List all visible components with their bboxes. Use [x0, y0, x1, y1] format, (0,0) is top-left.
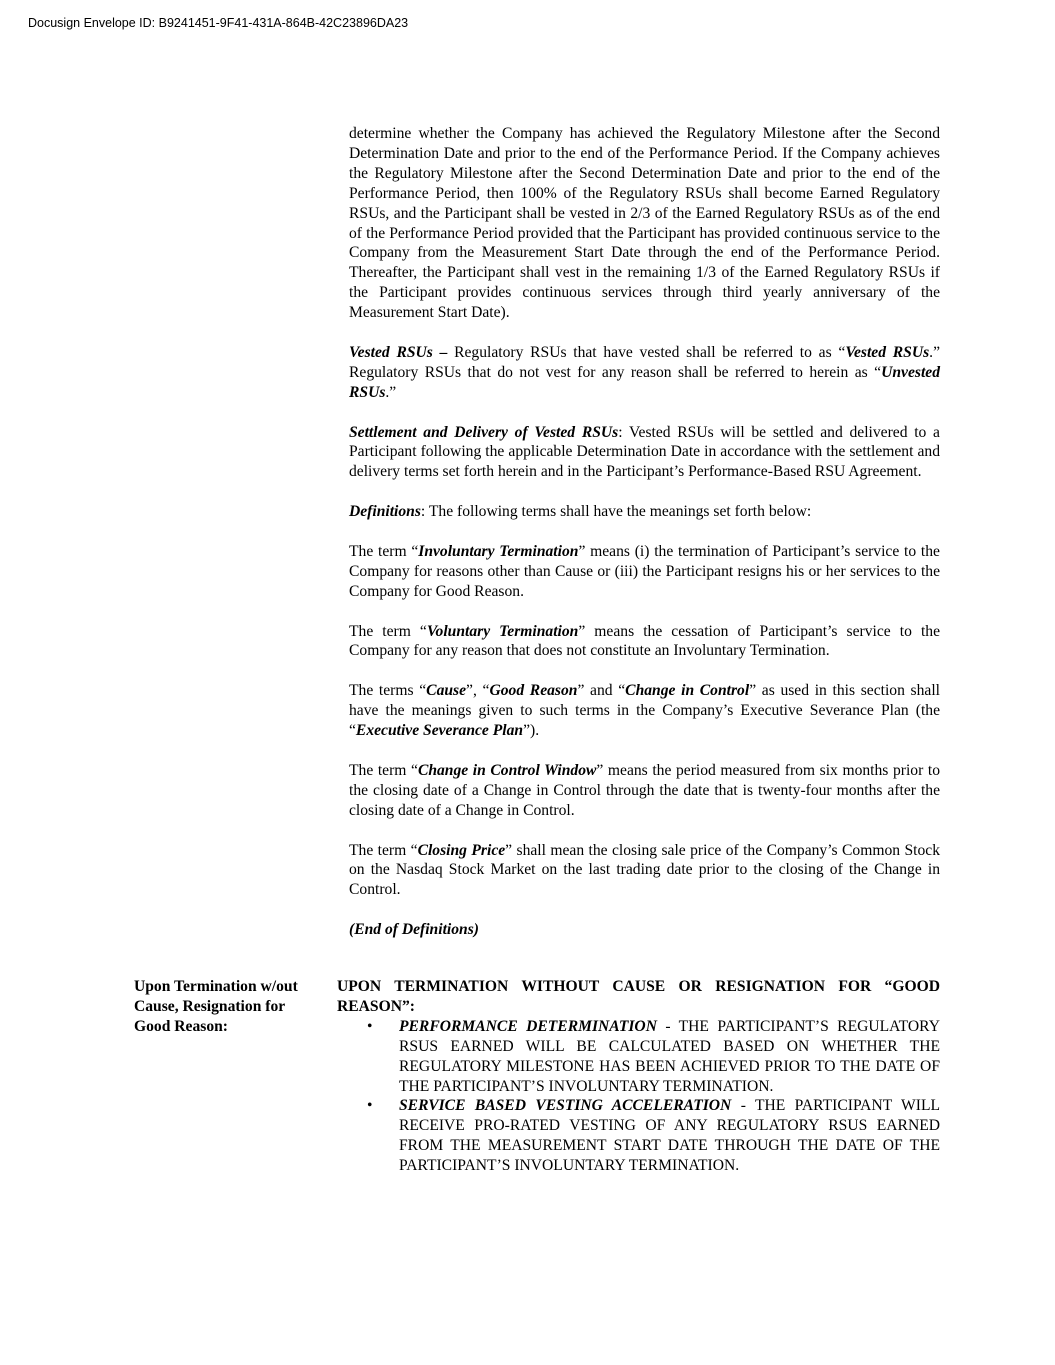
closing-text-2: ” shall mean the closing sale price of the Company’s Common Stock on the Nasdaq Stock Market on the last trading date prior to the closing of the Change in Control.: [349, 841, 940, 899]
cause-text-2: ”, “: [466, 682, 490, 700]
service-vesting-text: - THE PARTICIPANT WILL RECEIVE PRO-RATED VESTING OF ANY REGULATORY RSUS EARNED FROM THE MEASUREMENT START DATE THROUGH THE DATE OF THE PARTICIPANT’S INVOLUNTARY TERMINATION.: [399, 1097, 941, 1175]
cause-text-5: ”).: [523, 722, 540, 740]
closing-price-term: Closing Price: [417, 841, 506, 859]
paragraph-voluntary-termination: [349, 622, 940, 662]
involuntary-term: Involuntary Termination: [418, 542, 579, 560]
vested-term: Vested RSUs: [845, 343, 930, 361]
envelope-id: Docusign Envelope ID: B9241451-9F41-431A-864B-42C23896DA23: [28, 16, 409, 30]
involuntary-text-2: ” means (i) the termination of Participant’s service to the Company for reasons other than Cause or (iii) the Participant resigns his or her services to the Company for Good Reason.: [349, 542, 940, 600]
voluntary-text-1: The term “: [349, 622, 427, 640]
closing-text-1: The term “: [349, 841, 418, 859]
paragraph-definitions: [349, 502, 940, 522]
paragraph-closing-price: [349, 841, 940, 901]
voluntary-term: Voluntary Termination: [426, 622, 579, 640]
termination-bullet-list: [337, 1017, 940, 1176]
list-item: [337, 1096, 940, 1176]
settlement-title: Settlement and Delivery of Vested RSUs: [349, 423, 619, 441]
list-item: [337, 1017, 940, 1097]
document-body: [349, 124, 940, 960]
termination-section: [337, 977, 940, 1176]
cause-text-3: ” and “: [577, 682, 626, 700]
window-text-2: ” means the period measured from six months prior to the closing date of a Change in Control through the date that is twenty-four months after the closing date of a Change in Control.: [349, 761, 940, 819]
paragraph-performance-continuation: determine whether the Company has achieved the Regulatory Milestone after the Second Determination Date and prior to the end of the Performance Period. If the Company achieves the Regulatory Milestone after the Second Determination Date and prior to the end of the Performance Period, then 100% of the Regulatory RSUs shall become Earned Regulatory RSUs, and the Participant shall be vested in 2/3 of the Earned Regulatory RSUs as of the end of the Performance Period provided that the Participant has provided continuous service to the Company from the Measurement Start Date through the end of the Performance Period. Thereafter, the Participant shall vest in the remaining 1/3 of the Earned Regulatory RSUs if the Participant provides continuous services through third yearly anniversary of the Measurement Start Date).: [349, 125, 940, 322]
executive-severance-plan-term: Executive Severance Plan: [355, 722, 524, 740]
paragraph-involuntary-termination: [349, 542, 940, 602]
bullet-icon: •: [367, 1097, 373, 1115]
paragraph-cause-good-reason: [349, 681, 940, 741]
vested-text-1: Regulatory RSUs that have vested shall be referred to as “: [447, 343, 846, 361]
bullet-icon: •: [367, 1017, 373, 1035]
definitions-title: Definitions: [349, 503, 421, 521]
paragraph-vested-rsus: [349, 343, 940, 403]
change-in-control-term: Change in Control: [625, 682, 750, 700]
definitions-text: : The following terms shall have the meanings set forth below:: [420, 503, 812, 521]
settlement-text: : Vested RSUs will be settled and delivered to a Participant following the applicable Determination Date in accordance with the settlement and delivery terms set forth herein and in the Participant’s Performance-Based RSU Agreement.: [349, 423, 940, 481]
paragraph-settlement: [349, 423, 940, 483]
end-of-definitions-text: (End of Definitions): [349, 921, 479, 939]
cause-text-4: ” as used in this section shall have the meanings given to such terms in the Company’s Executive Severance Plan (the “: [349, 682, 941, 740]
voluntary-text-2: ” means the cessation of Participant’s service to the Company for any reason that does not constitute an Involuntary Termination.: [349, 622, 940, 660]
termination-heading: UPON TERMINATION WITHOUT CAUSE OR RESIGNATION FOR “GOOD REASON”:: [337, 978, 940, 1015]
involuntary-text-1: The term “: [349, 542, 419, 560]
vested-rsus-title: Vested RSUs –: [349, 343, 448, 361]
end-of-definitions: [349, 920, 940, 940]
paragraph-change-in-control-window: [349, 761, 940, 821]
vested-text-2: .” Regulatory RSUs that do not vest for any reason shall be referred to herein as “: [349, 343, 940, 381]
performance-determination-text: - THE PARTICIPANT’S REGULATORY RSUS EARNED WILL BE CALCULATED BASED ON WHETHER THE REGULATORY MILESTONE HAS BEEN ACHIEVED PRIOR TO THE DATE OF THE PARTICIPANT’S INVOLUNTARY TERMINATION.: [399, 1017, 940, 1095]
termination-section-label: Upon Termination w/out Cause, Resignation for Good Reason:: [134, 978, 298, 1035]
cause-term: Cause: [426, 682, 467, 700]
good-reason-term: Good Reason: [489, 682, 578, 700]
cause-text-1: The terms “: [349, 682, 427, 700]
window-text-1: The term “: [349, 761, 418, 779]
vested-text-3: .”: [385, 383, 397, 401]
change-in-control-window-term: Change in Control Window: [417, 761, 597, 779]
unvested-term: Unvested RSUs: [349, 363, 940, 401]
service-vesting-title: SERVICE BASED VESTING ACCELERATION: [399, 1097, 732, 1115]
performance-determination-title: PERFORMANCE DETERMINATION: [399, 1017, 657, 1035]
